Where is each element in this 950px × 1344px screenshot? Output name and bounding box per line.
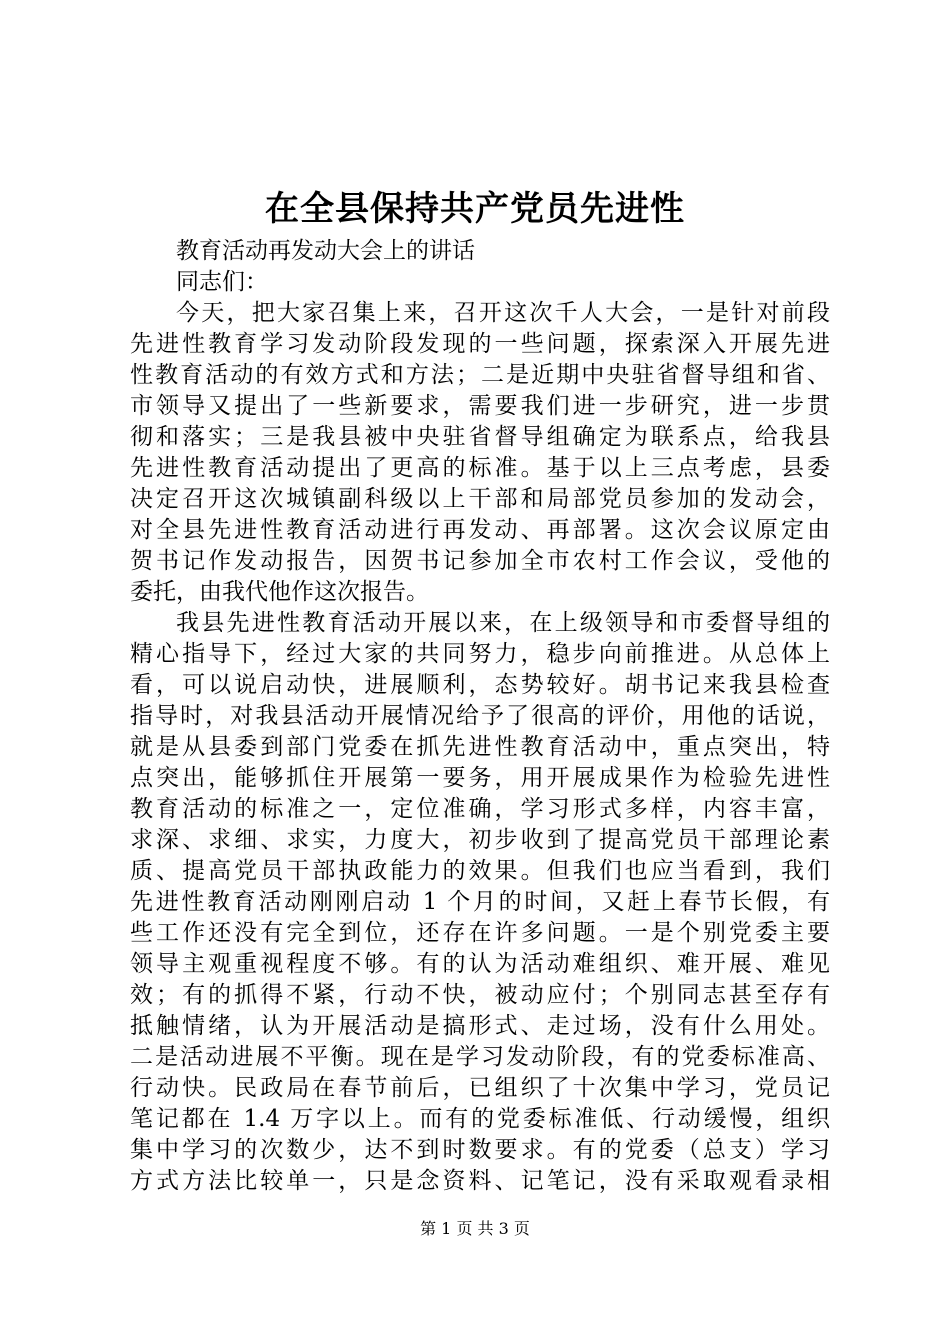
text-line: 彻和落实；三是我县被中央驻省督导组确定为联系点，给我县 <box>130 424 830 450</box>
text-line: 些工作还没有完全到位，还存在许多问题。一是个别党委主要 <box>130 920 830 946</box>
text-line: 笔记都在 1.4 万字以上。而有的党委标准低、行动缓慢，组织 <box>130 1106 830 1132</box>
text-line: 性教育活动的有效方式和方法；二是近期中央驻省督导组和省、 <box>130 362 830 388</box>
document-title: 在全县保持共产党员先进性 <box>265 189 685 229</box>
text-line: 委托，由我代他作这次报告。 <box>130 579 429 605</box>
text-line: 先进性教育活动提出了更高的标准。基于以上三点考虑，县委 <box>130 455 830 481</box>
text-line: 同志们： <box>176 269 268 295</box>
text-line: 就是从县委到部门党委在抓先进性教育活动中，重点突出，特 <box>130 734 830 760</box>
text-line: 贺书记作发动报告，因贺书记参加全市农村工作会议，受他的 <box>130 548 830 574</box>
text-line: 教育活动再发动大会上的讲话 <box>176 238 475 264</box>
text-line: 决定召开这次城镇副科级以上干部和局部党员参加的发动会， <box>130 486 830 512</box>
text-line: 质、提高党员干部执政能力的效果。但我们也应当看到，我们 <box>130 858 830 884</box>
text-line: 方式方法比较单一，只是念资料、记笔记，没有采取观看录相 <box>130 1168 830 1194</box>
text-line: 看，可以说启动快，进展顺利，态势较好。胡书记来我县检查 <box>130 672 830 698</box>
text-line: 先进性教育学习发动阶段发现的一些问题，探索深入开展先进 <box>130 331 830 357</box>
text-line: 领导主观重视程度不够。有的认为活动难组织、难开展、难见 <box>130 951 830 977</box>
text-line: 求深、求细、求实，力度大，初步收到了提高党员干部理论素 <box>130 827 830 853</box>
text-line: 今天，把大家召集上来，召开这次千人大会，一是针对前段 <box>176 300 830 326</box>
text-line: 对全县先进性教育活动进行再发动、再部署。这次会议原定由 <box>130 517 830 543</box>
text-line: 精心指导下，经过大家的共同努力，稳步向前推进。从总体上 <box>130 641 830 667</box>
text-line: 抵触情绪，认为开展活动是搞形式、走过场，没有什么用处。 <box>130 1013 830 1039</box>
document-body <box>130 236 830 1197</box>
text-line: 市领导又提出了一些新要求，需要我们进一步研究，进一步贯 <box>130 393 830 419</box>
text-line: 指导时，对我县活动开展情况给予了很高的评价，用他的话说， <box>130 703 830 729</box>
text-line: 集中学习的次数少，达不到时数要求。有的党委（总支）学习 <box>130 1137 830 1163</box>
page-footer: 第 1 页 共 3 页 <box>420 1219 530 1238</box>
text-line: 教育活动的标准之一，定位准确，学习形式多样，内容丰富， <box>130 796 830 822</box>
text-line: 行动快。民政局在春节前后，已组织了十次集中学习，党员记 <box>130 1075 830 1101</box>
text-line: 我县先进性教育活动开展以来，在上级领导和市委督导组的 <box>176 610 830 636</box>
text-line: 效；有的抓得不紧，行动不快，被动应付；个别同志甚至存有 <box>130 982 830 1008</box>
text-line: 先进性教育活动刚刚启动 1 个月的时间，又赶上春节长假，有 <box>130 889 830 915</box>
text-line: 二是活动进展不平衡。现在是学习发动阶段，有的党委标准高、 <box>130 1044 830 1070</box>
text-line: 点突出，能够抓住开展第一要务，用开展成果作为检验先进性 <box>130 765 830 791</box>
